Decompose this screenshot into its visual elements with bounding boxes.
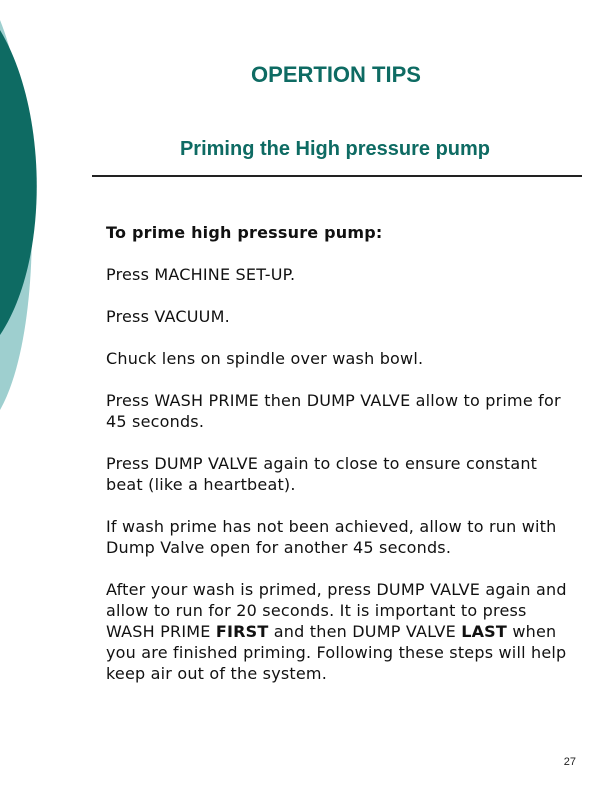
page-subtitle: Priming the High pressure pump xyxy=(179,138,491,160)
instructions-body xyxy=(106,222,576,705)
final-text-3: when you are finished priming. Following these steps will help keep air out of the system. xyxy=(106,622,567,683)
step-retry-prime: If wash prime has not been achieved, allow to run with Dump Valve open for another 45 seconds. xyxy=(106,517,557,557)
final-emphasis-first: FIRST xyxy=(215,622,269,641)
step-chuck-lens: Chuck lens on spindle over wash bowl. xyxy=(106,349,424,368)
step-machine-setup: Press MACHINE SET-UP. xyxy=(106,265,296,284)
final-emphasis-last: LAST xyxy=(461,622,508,641)
page-number: 27 xyxy=(563,756,576,768)
page-title: OPERTION TIPS xyxy=(251,62,421,87)
step-final xyxy=(106,579,576,684)
step-wash-prime: Press WASH PRIME then DUMP VALVE allow to prime for 45 seconds. xyxy=(106,391,561,431)
step-vacuum: Press VACUUM. xyxy=(106,307,230,326)
instructions-heading: To prime high pressure pump: xyxy=(106,223,383,242)
dark-teal-arc xyxy=(0,30,37,335)
final-text-2: and then DUMP VALVE xyxy=(268,622,462,641)
final-text-1: After your wash is primed, press DUMP VALVE again and allow to run for 20 seconds. It is important to press WASH PRIME xyxy=(106,580,567,641)
title-divider xyxy=(92,175,582,177)
step-dump-valve: Press DUMP VALVE again to close to ensure constant beat (like a heartbeat). xyxy=(106,454,538,494)
decorative-side-arcs xyxy=(0,0,60,420)
